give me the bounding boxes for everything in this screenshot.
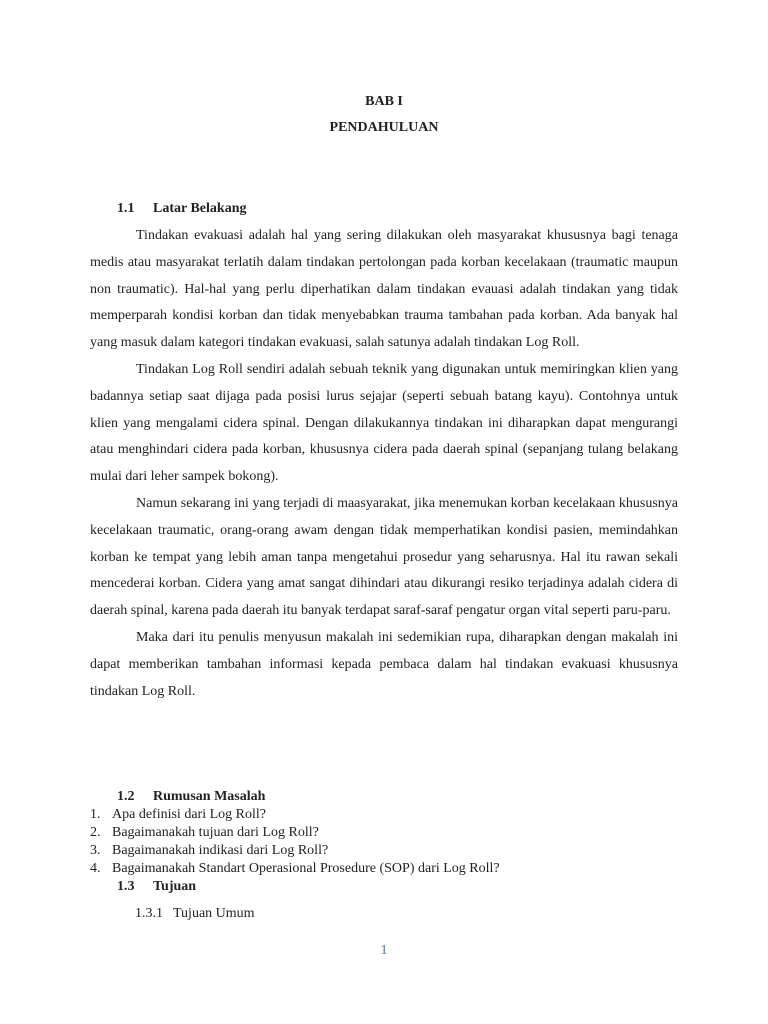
list-item-number: 2. xyxy=(90,825,101,840)
section-number: 1.1 xyxy=(117,201,135,216)
list-item-number: 4. xyxy=(90,861,101,876)
list-item xyxy=(90,824,500,842)
subsection-title: Tujuan Umum xyxy=(173,906,255,921)
subsection-number: 1.3.1 xyxy=(135,906,163,921)
list-item-number: 1. xyxy=(90,807,101,822)
section-number: 1.2 xyxy=(117,789,135,804)
section-title: Tujuan xyxy=(153,879,197,894)
list-item xyxy=(90,806,500,824)
section-title: Rumusan Masalah xyxy=(153,789,266,804)
chapter-label: BAB I xyxy=(365,94,403,109)
problem-list xyxy=(90,806,500,878)
section-heading-tujuan xyxy=(117,879,196,895)
section-body-latar-belakang xyxy=(90,223,678,705)
paragraph: Tindakan Log Roll sendiri adalah sebuah teknik yang digunakan untuk memiringkan klien yang badannya setiap saat dijaga pada posisi lurus sejajar (seperti sebuah batang kayu). Contohnya untuk klien yang mengalami cidera spinal. Dengan dilakukannya tindakan ini diharapkan dapat mengurangi atau menghindari cidera pada korban, khususnya cidera pada daerah spinal (sepanjang tulang belakang mulai dari leher sampek bokong). xyxy=(90,361,678,485)
list-item-text: Apa definisi dari Log Roll? xyxy=(112,807,266,822)
list-item-text: Bagaimanakah tujuan dari Log Roll? xyxy=(112,825,319,840)
section-heading-rumusan-masalah xyxy=(117,789,265,805)
section-number: 1.3 xyxy=(117,879,135,894)
paragraph: Maka dari itu penulis menyusun makalah ini sedemikian rupa, diharapkan dengan makalah ini dapat memberikan tambahan informasi kepada pembaca dalam hal tindakan evakuasi khususnya tindakan Log Roll. xyxy=(90,629,678,699)
paragraph: Tindakan evakuasi adalah hal yang sering dilakukan oleh masyarakat khususnya bagi tenaga medis atau masyarakat terlatih dalam tindakan pertolongan pada korban kecelakaan (traumatic maupun non traumatic). Hal-hal yang perlu diperhatikan dalam tindakan evauasi adalah tindakan yang tidak memperparah kondisi korban dan tidak menyebabkan trauma tambahan pada korban. Ada banyak hal yang masuk dalam kategori tindakan evakuasi, salah satunya adalah tindakan Log Roll. xyxy=(90,228,678,351)
subsection-heading-tujuan-umum xyxy=(135,906,255,922)
paragraph: Namun sekarang ini yang terjadi di maasyarakat, jika menemukan korban kecelakaan khususnya kecelakaan traumatic, orang-orang awam dengan tidak memperhatikan kondisi pasien, memindahkan korban ke tempat yang lebih aman tanpa mengetahui prosedur yang seharusnya. Hal itu rawan sekali mencederai korban. Cidera yang amat sangat dihindari atau dikurangi resiko terjadinya adalah cidera di daerah spinal, karena pada daerah itu banyak terdapat saraf-saraf pengatur organ vital seperti paru-paru. xyxy=(90,495,678,619)
list-item-text: Bagaimanakah indikasi dari Log Roll? xyxy=(112,843,329,858)
section-title: Latar Belakang xyxy=(153,201,247,216)
list-item xyxy=(90,860,500,878)
list-item-number: 3. xyxy=(90,843,101,858)
list-item xyxy=(90,842,500,860)
section-heading-latar-belakang xyxy=(117,201,246,217)
list-item-text: Bagaimanakah Standart Operasional Prosedure (SOP) dari Log Roll? xyxy=(112,861,500,876)
chapter-title: PENDAHULUAN xyxy=(329,120,439,135)
page-number: 1 xyxy=(380,943,388,958)
